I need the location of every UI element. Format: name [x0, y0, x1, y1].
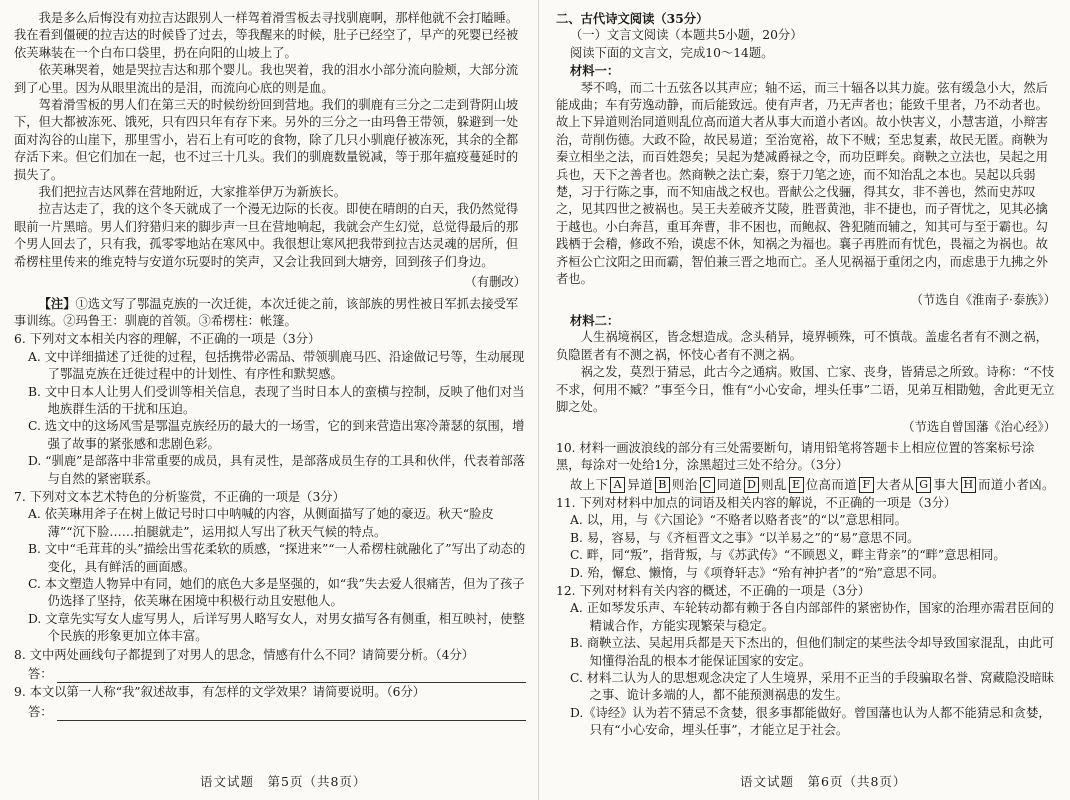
question-11-option-a: A. 以，用，与《六国论》“不赂者以赂者丧”的“以”意思相同。 — [570, 513, 907, 528]
segment: 则乱 — [761, 477, 787, 492]
question-12-stem: 12. 下列对材料有关内容的概述，不正确的一项是（3分） — [556, 584, 871, 598]
right-page — [556, 10, 1056, 740]
question-9-answer-label: 答： — [28, 704, 53, 719]
section-title: 二、古代诗文阅读（35分） — [556, 11, 709, 26]
material-2-title: 材料二： — [570, 312, 620, 328]
question-9-answer-line[interactable] — [28, 704, 526, 721]
question-7-option-a: A. 依芙琳用斧子在树上做记号时口中呐喊的内容，从侧面描写了她的豪迈。秋天“脸皮薄”“沉下脸……拍腿就走”，运用拟人写出了秋天气候的特点。 — [28, 507, 494, 539]
question-10-stem: 10. 材料一画波浪线的部分有三处需要断句，请用铅笔将答题卡上相应位置的答案标号涂黑，每涂对一处给1分，涂黑超过三处不给分。（3分） — [556, 440, 1035, 473]
question-6 — [14, 331, 526, 488]
question-9-stem: 9. 本文以第一人称“我”叙述故事，有怎样的文学效果？请简要说明。（6分） — [14, 685, 426, 700]
question-8-stem: 8. 文中两处画线句子都提到了对男人的思念，情感有什么不同？请简要分析。（4分） — [14, 647, 475, 662]
material-1-source: （节选自《淮南子·泰族》） — [910, 292, 1056, 307]
left-page-footer: 语文试题 第5页（共8页） — [200, 773, 367, 789]
break-box-a[interactable]: A — [610, 477, 625, 493]
segment: 则治 — [672, 477, 698, 492]
question-7-option-c: C. 本文塑造人物异中有同，她们的底色大多是坚强的，如“我”失去爱人很痛苦，但为了孩子仍选择了坚持，依芙琳在困境中积极行动且安慰他人。 — [28, 577, 525, 609]
question-6-option-d: D. “驯鹿”是部落中非常重要的成员，具有灵性，是部落成员生存的工具和伙伴，代表着部落与自然的紧密联系。 — [28, 454, 526, 486]
note-text: ①选文写了鄂温克族的一次迁徙，本次迁徙之前，该部族的男性被日军抓去接受军事训练。②玛鲁王：驯鹿的首领。③希楞柱：帐篷。 — [14, 296, 519, 328]
segment: 故上下 — [570, 477, 609, 492]
question-12-option-c: C. 材料二认为人的思想观念决定了人生境界，采用不正当的手段骗取名誉、窝藏隐没暗昧之事、诡计多端的人，都不能预测祸患的发生。 — [570, 671, 1055, 703]
material-2-source: （节选自曾国藩《治心经》） — [902, 420, 1056, 435]
break-box-c[interactable]: C — [700, 477, 715, 493]
story-paragraph-4: 我们把拉吉达风葬在营地附近，大家推举伊万为新族长。 — [38, 185, 347, 200]
question-11-option-b: B. 易，容易，与《齐桓晋文之事》“以羊易之”的“易”意思不同。 — [570, 530, 920, 545]
reading-instruction: 阅读下面的文言文，完成10～14题。 — [570, 45, 774, 60]
story-paragraph-5: 拉吉达走了，我的这个冬天就成了一个漫无边际的长夜。即使在晴朗的白天，我仍然觉得眼前一片黑暗。男人们狩猎归来的脚步声一旦在营地响起，我就会产生幻觉，总觉得最后的那个男人回去了，只有我，孤零零地站在寒风中。我很想让寒风把我带到拉吉达灵魂的居所，但希楞柱里传来的维克特与安道尔玩耍时的笑声，又会让我回到大塘旁，回到孩子们身边。 — [14, 202, 519, 269]
segment: 位高而道 — [805, 477, 858, 492]
segment: 大者从 — [876, 477, 915, 492]
segment: 同道 — [716, 477, 743, 492]
break-box-g[interactable]: G — [916, 477, 931, 493]
question-8-answer-label: 答： — [28, 667, 53, 682]
break-box-h[interactable]: H — [961, 477, 976, 493]
answer-rule — [57, 669, 526, 683]
break-box-d[interactable]: D — [744, 477, 759, 493]
question-11-option-d: D. 殆，懈怠、懒惰，与《项脊轩志》“殆有神护者”的“殆”意思不同。 — [570, 565, 945, 580]
question-6-option-c: C. 选文中的这场风雪是鄂温克族经历的最大的一场雪，它的到来营造出寒冷萧瑟的氛围，增强了故事的紧张感和悲剧色彩。 — [28, 419, 525, 451]
material-2-paragraph-2: 祸之发，莫烈于猜忌，此古今之通病。败国、亡家、丧身，皆猜忌之所致。诗称：“不忮不求，何用不臧？”事至今日，惟有“小心安命，埋头任事”二语，见弟互相勖勉，舍此更无立脚之处。 — [556, 365, 1055, 414]
question-6-option-b: B. 文中日本人让男人们受训等相关信息，表现了当时日本人的蛮横与控制，反映了他们对当地族群生活的干扰和压迫。 — [28, 384, 525, 416]
segment: 而道小者凶。 — [978, 477, 1055, 492]
break-box-b[interactable]: B — [655, 477, 670, 493]
question-12-option-a: A. 正如琴发乐声、车轮转动都有赖于各自内部部件的紧密协作，国家的治理亦需君臣间的精诚合作，方能实现繁荣与稳定。 — [570, 601, 1054, 633]
material-1-title: 材料一： — [570, 63, 620, 79]
right-page-footer: 语文试题 第6页（共8页） — [740, 773, 907, 789]
story-paragraph-2: 依芙琳哭着，她是哭拉吉达和那个婴儿。我也哭着，我的泪水小部分流向脸颊，大部分流到了心里。因为从眼里流出的是泪，而流向心底的则是血。 — [14, 63, 519, 95]
story-paragraph-3: 驾着滑雪板的男人们在第三天的时候纷纷回到营地。我们的驯鹿有三分之二走到背阴山坡下，但大都被冻死、饿死，只有四只年有存下来。另外的三分之一由玛鲁王带领，躲避到一处面对沟谷的山崖下，那里雪小，岩石上有可吃的食物，除了几只小驯鹿仔被冻死，其余的全都存活下来。但它们加在一起，也不过三十几头。我们的驯鹿数量锐减，等于那年瘟疫蔓延时的损失了。 — [14, 98, 519, 182]
material-1-text: 琴不鸣，而二十五弦各以其声应；轴不运，而三十辐各以其力旋。弦有缓急小大，然后能成曲；车有劳逸动静，而后能致远。使有声者，乃无声者也；能致千里者，乃不动者也。故上下异道则治同道则乱位高而道大者从事大而道小者凶。故小快害义，小慧害道，小辩害治，苛削伤德。大政不险，故民易道；至治宽裕，故下不贼；至忠复素，故民无匿。商鞅为秦立相坐之法，而百姓怨矣；吴起为楚减爵禄之令，而功臣畔矣。商鞅之立法也，吴起之用兵也，天下之善者也。然商鞅之法亡秦，察于刀笔之迹，而不知治乱之本也。吴起以兵弱楚，习于行陈之事，而不知庙战之权也。晋献公之伐骊，得其女，非不善也，然而史苏叹之，见其四世之被祸也。吴王夫差破齐艾陵，胜晋黄池，非不捷也，而子胥忧之，见其必擒于越也。小白奔莒，重耳奔曹，非不困也，而鲍叔、咎犯随而辅之，知其可与至于霸也。勾践栖于会稽，修政不殆，谟虑不休，知祸之为福也。襄子再胜而有忧色，畏福之为祸也。故齐桓公亡汶阳之田而霸，智伯兼三晋之地而亡。圣人见祸福于重闭之内，而虑患于九拂之外者也。 — [556, 80, 1048, 287]
question-12-option-d: D.《诗经》认为若不猜忌不贪婪，很多事都能做好。曾国藩也认为人都不能猜忌和贪婪，只有“小心安命，埋头任事”，才能立足于社会。 — [570, 705, 1051, 738]
question-10-segmentation — [570, 477, 1056, 494]
break-box-e[interactable]: E — [789, 477, 804, 493]
material-2-paragraph-1: 人生祸境祸区，皆念想造成。念头稍异，境界顿殊，可不慎哉。盖虚名者有不测之祸，负隐匿者有不测之祸，怀忮心者有不测之祸。 — [556, 330, 1048, 362]
question-8-answer-line[interactable] — [28, 666, 526, 683]
question-7 — [14, 489, 526, 646]
subsection-title: （一）文言文阅读（本题共5小题，20分） — [570, 28, 803, 43]
segment: 异道 — [627, 477, 654, 492]
story-source: （有删改） — [464, 275, 526, 290]
story-note — [14, 295, 526, 331]
question-7-option-b: B. 文中“毛茸茸的头”描绘出雪花柔软的质感，“探进来”“一人希楞柱就融化了”写出了动态的变化，具有鲜活的画面感。 — [28, 542, 526, 574]
question-11-stem: 11. 下列对材料中加点的词语及相关内容的解说，不正确的一项是（3分） — [556, 495, 957, 510]
left-page — [14, 10, 526, 721]
note-label: 【注】 — [38, 295, 76, 311]
question-6-stem: 6. 下列对文本相关内容的理解，不正确的一项是（3分） — [14, 332, 321, 347]
question-7-stem: 7. 下列对文本艺术特色的分析鉴赏，不正确的一项是（3分） — [14, 489, 345, 504]
story-paragraph-1: 我是多么后悔没有劝拉吉达跟别人一样驾着滑雪板去寻找驯鹿啊，那样他就不会打瞌睡。我在看到僵硬的拉吉达的时候昏了过去，等我醒来的时候，肚子已经空了，早产的死婴已经被依芙琳装在一个白布口袋里，扔在向阳的山坡上了。 — [14, 11, 519, 60]
page-divider — [538, 0, 539, 800]
break-box-f[interactable]: F — [859, 477, 874, 493]
segment: 事大 — [933, 477, 960, 492]
question-7-option-d: D. 文章先实写女人虚写男人，后详写男人略写女人，对男女描写各有侧重，相互映衬，使整个民族的形象更加立体丰富。 — [28, 611, 525, 644]
question-6-option-a: A. 文中详细描述了迁徙的过程，包括携带必需品、带领驯鹿马匹、沿途做记号等，生动展现了鄂温克族在迁徙过程中的计划性、有序性和默契感。 — [28, 349, 525, 382]
question-11-option-c: C. 畔，同“叛”，指背叛，与《苏武传》“不顾恩义，畔主背亲”的“畔”意思相同。 — [570, 548, 1006, 563]
question-12-option-b: B. 商鞅立法、吴起用兵都是天下杰出的，但他们制定的某些法令却导致国家混乱，由此可知懂得治乱的根本才能保证国家的安定。 — [570, 636, 1055, 668]
answer-rule — [57, 707, 526, 721]
